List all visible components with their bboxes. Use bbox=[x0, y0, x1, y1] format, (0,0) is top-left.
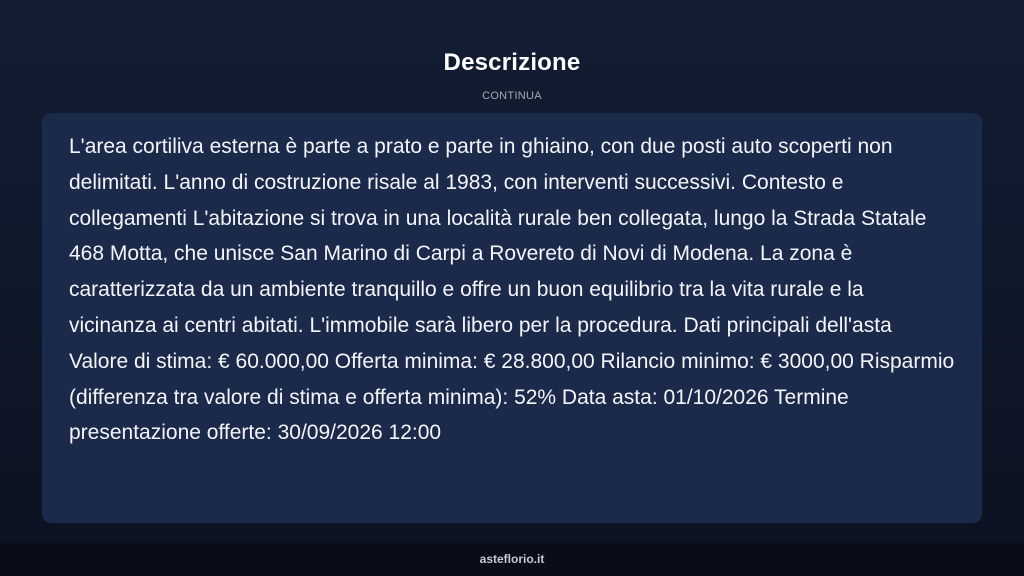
continue-label: CONTINUA bbox=[482, 90, 542, 102]
footer-bar bbox=[0, 543, 1024, 576]
footer-site-label: asteflorio.it bbox=[479, 552, 545, 566]
page-title: Descrizione bbox=[443, 49, 581, 76]
description-text: L'area cortiliva esterna è parte a prato e parte in ghiaino, con due posti auto scoperti non delimitati. L'anno di costruzione risale al 1983, con interventi successivi. Contesto e collegamenti L'abitazione si trova in una località rurale ben collegata, lungo la Strada Statale 468 Motta, che unisce San Marino di Carpi a Rovereto di Novi di Modena. La zona è caratterizzata da un ambiente tranquillo e offre un buon equilibrio tra la vita rurale e la vicinanza ai centri abitati. L'immobile sarà libero per la procedura. Dati principali dell'asta Valore di stima: € 60.000,00 Offerta minima: € 28.800,00 Rilancio minimo: € 3000,00 Risparmio (differenza tra valore di stima e offerta minima): 52% Data asta: 01/10/2026 Termine presentazione offerte: 30/09/2026 12:00 bbox=[69, 135, 955, 445]
description-card bbox=[42, 113, 982, 523]
